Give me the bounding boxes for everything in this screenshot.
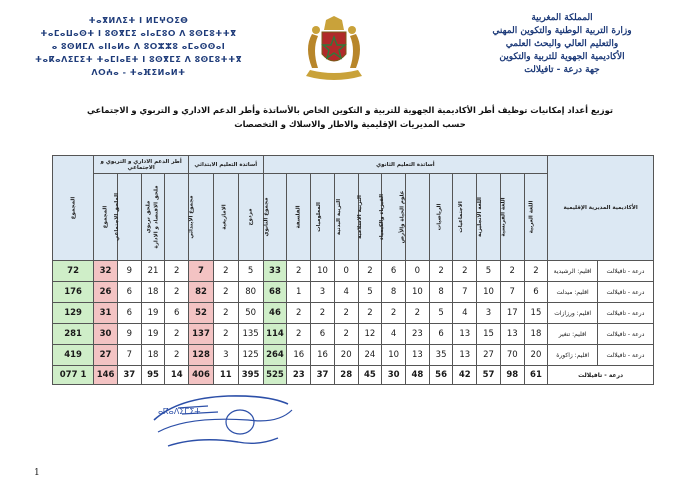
arabic-header [442, 12, 682, 77]
secondary-cell: 13 [406, 345, 430, 366]
primary-cell: 11 [213, 366, 238, 385]
document-title [70, 103, 630, 131]
arabic-header-line: جهة درعة - تافيلالت [524, 65, 600, 75]
secondary-cell: 27 [477, 345, 501, 366]
secondary-cell: 2 [334, 324, 358, 345]
secondary-cell: 45 [358, 366, 382, 385]
table-row [53, 261, 654, 282]
primary-cell: 135 [238, 324, 263, 345]
arabic-header-line: الأكاديمية الجهوية للتربية والتكوين [499, 52, 625, 62]
region-cell: درعة - تافيلالت [597, 282, 653, 303]
support-group-header: أطر الدعم الاداري و التربوي و الاجتماعي [94, 156, 189, 174]
column-header: ملحق تربوي [141, 174, 165, 261]
primary-cell: 125 [238, 345, 263, 366]
support-total-cell: 32 [94, 261, 118, 282]
support-cell: 18 [141, 345, 165, 366]
secondary-cell: 12 [358, 324, 382, 345]
secondary-cell: 16 [311, 345, 335, 366]
support-cell: 7 [117, 345, 141, 366]
primary-cell: 80 [238, 282, 263, 303]
primary-total-cell: 82 [189, 282, 214, 303]
primary-cell: 395 [238, 366, 263, 385]
stamp-text: ⴰⴽⴰⴷⵉⵎⵉⵜ [158, 407, 201, 416]
secondary-cell: 2 [500, 261, 524, 282]
total-row [53, 366, 654, 385]
secondary-cell: 3 [477, 303, 501, 324]
support-cell: 95 [141, 366, 165, 385]
page-number: 1 [34, 468, 40, 478]
arabic-header-line: والتعليم العالي والبحث العلمي [505, 39, 619, 49]
secondary-cell: 30 [382, 366, 406, 385]
primary-total-cell: 406 [189, 366, 214, 385]
table-row [53, 282, 654, 303]
secondary-cell: 17 [500, 303, 524, 324]
secondary-cell: 28 [334, 366, 358, 385]
table-body [53, 261, 654, 385]
support-cell: 18 [141, 282, 165, 303]
title-line-1: توزيع أعداد إمكانيات توظيف أطر الأكاديمية الجهوية للتربية و التكوين الخاص بالأساتذة وأطر الدعم الاداري و التربوي و الاجتماعي [86, 105, 614, 115]
tifinagh-line: ⴷⵔⵄⴰ - ⵜⴰⴼⵉⵍⴰⵍⵜ [91, 68, 186, 77]
secondary-cell: 6 [311, 324, 335, 345]
support-cell: 19 [141, 324, 165, 345]
column-header: الملحق الاجتماعي [117, 174, 141, 261]
secondary-cell: 4 [334, 282, 358, 303]
arabic-header-line: وزارة التربية الوطنية والتكوين المهني [492, 26, 632, 36]
secondary-cell: 16 [287, 345, 311, 366]
tifinagh-header [16, 14, 261, 79]
support-cell: 6 [165, 303, 189, 324]
province-cell: اقليم: تنغير [548, 324, 598, 345]
coat-of-arms-emblem [296, 12, 372, 84]
secondary-cell: 70 [500, 345, 524, 366]
support-cell: 21 [141, 261, 165, 282]
primary-cell: 2 [213, 303, 238, 324]
column-header: اللغة الفرنسية [500, 174, 524, 261]
official-stamp [148, 380, 298, 455]
arabic-header-line: المملكة المغربية [531, 13, 593, 23]
total-column-label: المجموع [70, 196, 77, 220]
secondary-cell: 0 [334, 261, 358, 282]
table-row [53, 303, 654, 324]
secondary-cell: 2 [287, 324, 311, 345]
column-header: علوم الحياة والأرض [406, 174, 430, 261]
column-header: اللغة الانجليزية [477, 174, 501, 261]
support-total-cell: 26 [94, 282, 118, 303]
primary-group-header: أساتذة التعليم الابتدائي [189, 156, 263, 174]
secondary-cell: 15 [524, 303, 548, 324]
column-header: مزدوج [238, 174, 263, 261]
secondary-cell: 18 [524, 324, 548, 345]
support-cell: 2 [165, 282, 189, 303]
secondary-cell: 13 [453, 324, 477, 345]
secondary-cell: 6 [429, 324, 453, 345]
tifinagh-line: ⵜⴰⴽⴰⴷⵉⵎⵉⵜ ⵜⴰⵎⵏⴰⴹⵜ ⵏ ⵓⵙⴳⵎⵉ ⴷ ⵓⵙⵎⵓⵜⵜⴳ [34, 55, 243, 64]
support-cell: 6 [117, 282, 141, 303]
secondary-cell: 57 [477, 366, 501, 385]
total-label: درعة - تافيلالت [548, 366, 654, 385]
secondary-cell: 2 [453, 261, 477, 282]
tifinagh-line: ⴰ ⵓⵙⵍⵎⴷ ⴰⵏⵏⴰⵍⴰ ⴷ ⵓⵔⵣⵣⵓ ⴰⵎⴰⵙⵙⴰⵏ [51, 42, 226, 51]
secondary-cell: 2 [287, 303, 311, 324]
column-header: التربية الاسلامية [358, 174, 382, 261]
secondary-cell: 48 [406, 366, 430, 385]
primary-cell: 2 [213, 282, 238, 303]
column-header: الامازيغية [213, 174, 238, 261]
support-cell: 2 [165, 345, 189, 366]
secondary-cell: 7 [453, 282, 477, 303]
column-header: مجموع الابتدائي [189, 174, 214, 261]
grand-total-cell: 419 [53, 345, 94, 366]
secondary-cell: 61 [524, 366, 548, 385]
primary-total-cell: 52 [189, 303, 214, 324]
region-cell: درعة - تافيلالت [597, 303, 653, 324]
grand-total-cell: 1 077 [53, 366, 94, 385]
primary-cell: 2 [213, 324, 238, 345]
secondary-cell: 3 [311, 282, 335, 303]
secondary-cell: 2 [429, 261, 453, 282]
secondary-cell: 1 [287, 282, 311, 303]
secondary-cell: 42 [453, 366, 477, 385]
primary-cell: 3 [213, 345, 238, 366]
table-row [53, 345, 654, 366]
primary-total-cell: 128 [189, 345, 214, 366]
column-header: الفيزياء والكيمياء [382, 174, 406, 261]
secondary-cell: 23 [287, 366, 311, 385]
support-cell: 9 [117, 261, 141, 282]
secondary-cell: 4 [382, 324, 406, 345]
support-total-cell: 31 [94, 303, 118, 324]
secondary-total-cell: 33 [263, 261, 287, 282]
secondary-cell: 6 [524, 282, 548, 303]
support-total-cell: 27 [94, 345, 118, 366]
support-cell: 6 [117, 303, 141, 324]
secondary-cell: 13 [453, 345, 477, 366]
secondary-cell: 2 [358, 303, 382, 324]
column-header: ملحق الاقتصاد و الادارة [165, 174, 189, 261]
support-cell: 14 [165, 366, 189, 385]
support-cell: 37 [117, 366, 141, 385]
secondary-cell: 7 [500, 282, 524, 303]
column-header: المعلوميات [311, 174, 335, 261]
secondary-cell: 2 [382, 303, 406, 324]
primary-cell: 50 [238, 303, 263, 324]
province-cell: اقليم: الرشيدية [548, 261, 598, 282]
secondary-total-cell: 46 [263, 303, 287, 324]
secondary-group-header: أساتذة التعليم الثانوي [263, 156, 548, 174]
secondary-cell: 56 [429, 366, 453, 385]
recruitment-table [52, 155, 654, 385]
secondary-cell: 37 [311, 366, 335, 385]
table-row [53, 324, 654, 345]
province-cell: اقليم: ورزازات [548, 303, 598, 324]
secondary-cell: 2 [334, 303, 358, 324]
secondary-cell: 4 [453, 303, 477, 324]
primary-cell: 5 [238, 261, 263, 282]
secondary-total-cell: 68 [263, 282, 287, 303]
secondary-cell: 0 [406, 261, 430, 282]
column-header: اللغة العربية [524, 174, 548, 261]
tifinagh-line: ⵜⴰⵎⴰⵡⴰⵙⵜ ⵏ ⵓⵙⴳⵎⵉ ⴰⵏⴰⵎⵓⵔ ⴷ ⵓⵙⵎⵓⵜⵜⴳ [40, 29, 237, 38]
primary-total-cell: 7 [189, 261, 214, 282]
total-column-header [53, 156, 94, 261]
secondary-cell: 20 [334, 345, 358, 366]
secondary-cell: 5 [429, 303, 453, 324]
region-cell: درعة - تافيلالت [597, 324, 653, 345]
secondary-cell: 20 [524, 345, 548, 366]
grand-total-cell: 281 [53, 324, 94, 345]
secondary-cell: 13 [500, 324, 524, 345]
secondary-total-cell: 114 [263, 324, 287, 345]
grand-total-cell: 176 [53, 282, 94, 303]
secondary-cell: 10 [477, 282, 501, 303]
secondary-cell: 2 [524, 261, 548, 282]
grand-total-cell: 129 [53, 303, 94, 324]
province-cell: اقليم: ميدلت [548, 282, 598, 303]
primary-cell: 2 [213, 261, 238, 282]
secondary-cell: 8 [382, 282, 406, 303]
tifinagh-line: ⵜⴰⴳⵍⴷⵉⵜ ⵏ ⵍⵎⵖⵔⵉⴱ [88, 16, 189, 25]
support-cell: 2 [165, 261, 189, 282]
support-cell: 9 [117, 324, 141, 345]
secondary-cell: 15 [477, 324, 501, 345]
secondary-cell: 2 [358, 261, 382, 282]
secondary-cell: 24 [358, 345, 382, 366]
column-header: الرياضيات [429, 174, 453, 261]
secondary-total-cell: 525 [263, 366, 287, 385]
secondary-cell: 2 [287, 261, 311, 282]
secondary-cell: 10 [382, 345, 406, 366]
secondary-cell: 6 [382, 261, 406, 282]
title-line-2: حسب المديريات الإقليمية والاطار والاسلاك و التخصصات [234, 119, 466, 129]
column-header: التربية البدنية [334, 174, 358, 261]
secondary-cell: 98 [500, 366, 524, 385]
secondary-cell: 5 [358, 282, 382, 303]
region-cell: درعة - تافيلالت [597, 261, 653, 282]
column-header: المجموع [94, 174, 118, 261]
province-cell: اقليم: زاكورة [548, 345, 598, 366]
secondary-cell: 35 [429, 345, 453, 366]
region-cell: درعة - تافيلالت [597, 345, 653, 366]
support-cell: 2 [165, 324, 189, 345]
grand-total-cell: 72 [53, 261, 94, 282]
support-total-cell: 30 [94, 324, 118, 345]
column-header: الفلسفة [287, 174, 311, 261]
secondary-cell: 8 [429, 282, 453, 303]
column-header: الاجتماعيات [453, 174, 477, 261]
support-cell: 19 [141, 303, 165, 324]
secondary-total-cell: 264 [263, 345, 287, 366]
secondary-cell: 23 [406, 324, 430, 345]
province-header: الأكاديمية المديرية الإقليمية [548, 156, 654, 261]
secondary-cell: 5 [477, 261, 501, 282]
column-header: مجموع الثانوي [263, 174, 287, 261]
secondary-cell: 2 [311, 303, 335, 324]
support-total-cell: 146 [94, 366, 118, 385]
primary-total-cell: 137 [189, 324, 214, 345]
secondary-cell: 2 [406, 303, 430, 324]
secondary-cell: 10 [406, 282, 430, 303]
secondary-cell: 10 [311, 261, 335, 282]
